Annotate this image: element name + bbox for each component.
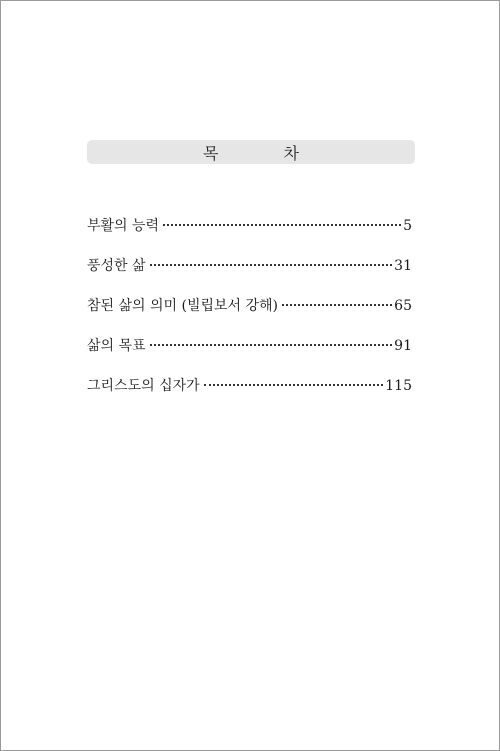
toc-heading-bar: [87, 140, 415, 164]
toc-entry[interactable]: [87, 297, 412, 337]
toc-entry[interactable]: [87, 217, 412, 257]
toc-dot-leader: [282, 304, 392, 306]
toc-page-number: 31: [394, 258, 412, 274]
toc-entry[interactable]: [87, 337, 412, 377]
toc-page-number: 5: [403, 218, 412, 234]
toc-page-number: 91: [394, 338, 412, 354]
toc-entry[interactable]: [87, 257, 412, 297]
toc-dot-leader: [163, 224, 401, 226]
toc-heading: 목 차: [203, 143, 329, 163]
toc-entry-title: 풍성한 삶: [87, 258, 146, 274]
toc-dot-leader: [204, 384, 384, 386]
toc-entry-title: 삶의 목표: [87, 338, 146, 354]
toc-page-number: 65: [394, 298, 412, 314]
toc-dot-leader: [150, 344, 393, 346]
toc-entry[interactable]: [87, 377, 412, 417]
toc-entry-title: 그리스도의 십자가: [87, 378, 200, 394]
toc-entry-title: 부활의 능력: [87, 218, 160, 234]
toc-list: [87, 217, 412, 417]
toc-entry-title: 참된 삶의 의미 (빌립보서 강해): [87, 298, 279, 314]
toc-page-number: 115: [385, 378, 412, 394]
toc-dot-leader: [150, 264, 393, 266]
